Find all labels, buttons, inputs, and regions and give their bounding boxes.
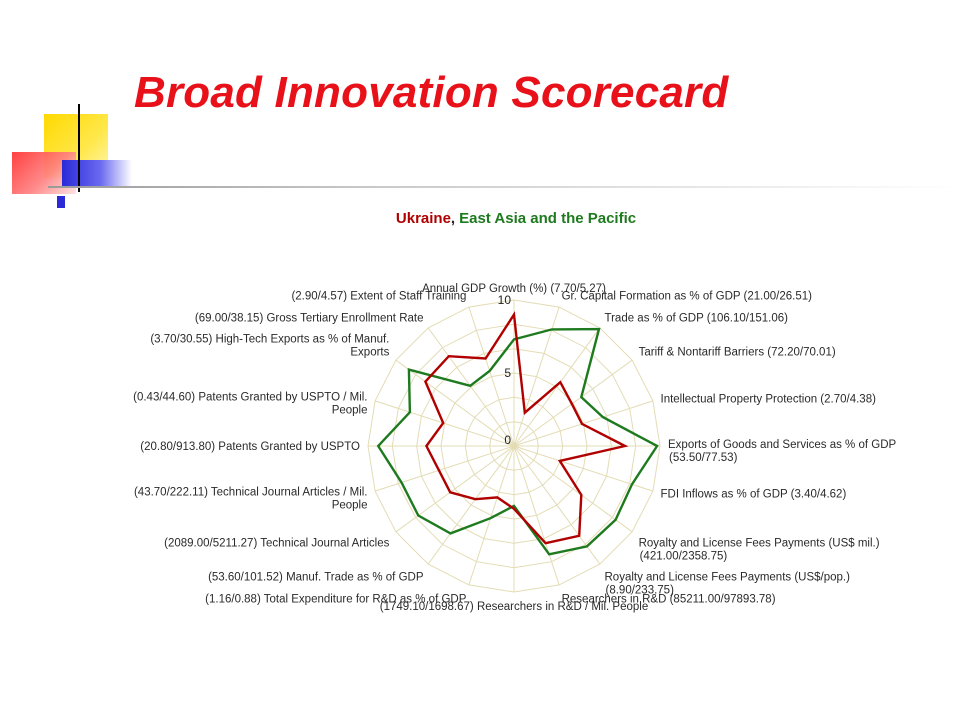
axis-label-line: (421.00/2358.75) [639, 550, 728, 563]
axis-label-line: (69.00/38.15) Gross Tertiary Enrollment Rate [194, 312, 424, 325]
axis-label-line: (53.60/101.52) Manuf. Trade as % of GDP [208, 571, 424, 584]
grid-spoke [514, 360, 632, 446]
axis-label [661, 489, 847, 501]
axis-label-line: Exports [350, 346, 390, 359]
axis-label-line: (43.70/222.11) Technical Journal Articles / Mil. [133, 486, 368, 499]
grid-spoke [428, 446, 514, 564]
grid-spoke [514, 328, 600, 446]
axis-label [605, 312, 789, 324]
axis-label-line: (1.16/0.88) Total Expenditure for R&D as % of GDP [205, 593, 467, 606]
chart-title-ukraine: Ukraine [395, 210, 451, 227]
axis-label-line: People [331, 499, 368, 512]
tick-label: 5 [504, 366, 511, 380]
radar-grid [368, 300, 660, 592]
grid-spoke [396, 360, 514, 446]
axis-label-line: People [331, 404, 368, 417]
chart-title-east-asia: East Asia and the Pacific [459, 210, 637, 227]
axis-label-line: Royalty and License Fees Payments (US$/pop.) [604, 571, 850, 584]
grid-spoke [396, 446, 514, 532]
axis-label-line: (0.43/44.60) Patents Granted by USPTO / Mil. [133, 391, 368, 404]
axis-label [195, 312, 424, 324]
axis-label [134, 487, 368, 512]
axis-label [150, 334, 389, 359]
axis-label [208, 572, 424, 584]
axis-label-line: (1749.10/1698.67) Researchers in R&D / Mil. People [379, 601, 649, 613]
axis-label-line: Intellectual Property Protection (2.70/4.38) [660, 393, 876, 406]
axis-label-line: (53.50/77.53) [669, 452, 738, 464]
axis-label-line: Trade as % of GDP (106.10/151.06) [604, 312, 788, 325]
axis-label [164, 538, 389, 550]
axis-label [133, 391, 367, 416]
axis-label [205, 594, 467, 606]
axis-label [140, 441, 360, 453]
axis-label-line: FDI Inflows as % of GDP (3.40/4.62) [660, 488, 847, 501]
tick-label: 10 [497, 293, 511, 307]
grid-spoke [428, 328, 514, 446]
axis-label [661, 393, 877, 405]
axis-label [562, 291, 813, 303]
axis-label-line: (2.90/4.57) Extent of Staff Training [291, 290, 467, 303]
axis-label-line: (20.80/913.80) Patents Granted by USPTO [140, 441, 360, 453]
axis-label-line: Exports of Goods and Services as % of GDP [668, 439, 897, 451]
axis-label [291, 291, 466, 303]
axis-label-line: Gr. Capital Formation as % of GDP (21.00/26.51) [561, 290, 812, 303]
slide-title: Broad Innovation Scorecard [134, 68, 729, 117]
axis-label [639, 538, 880, 563]
chart-title-separator: , [450, 210, 456, 227]
axis-label-line: (8.90/233.75) [605, 584, 674, 597]
axis-label-line: Tariff & Nontariff Barriers (72.20/70.01) [638, 346, 836, 359]
axis-label-line: (2089.00/5211.27) Technical Journal Articles [164, 537, 390, 550]
chart-title [396, 210, 636, 227]
tick-label: 0 [504, 433, 511, 447]
axis-label [639, 347, 836, 359]
axis-label [668, 439, 897, 464]
axis-label-line: Royalty and License Fees Payments (US$ mil.) [638, 537, 880, 550]
axis-label-line: Researchers in R&D (85211.00/97893.78) [561, 593, 776, 606]
axis-label-line: Annual GDP Growth (%) (7.70/5.27) [422, 283, 606, 295]
axis-label-line: (3.70/30.55) High-Tech Exports as % of Manuf. [150, 333, 390, 346]
